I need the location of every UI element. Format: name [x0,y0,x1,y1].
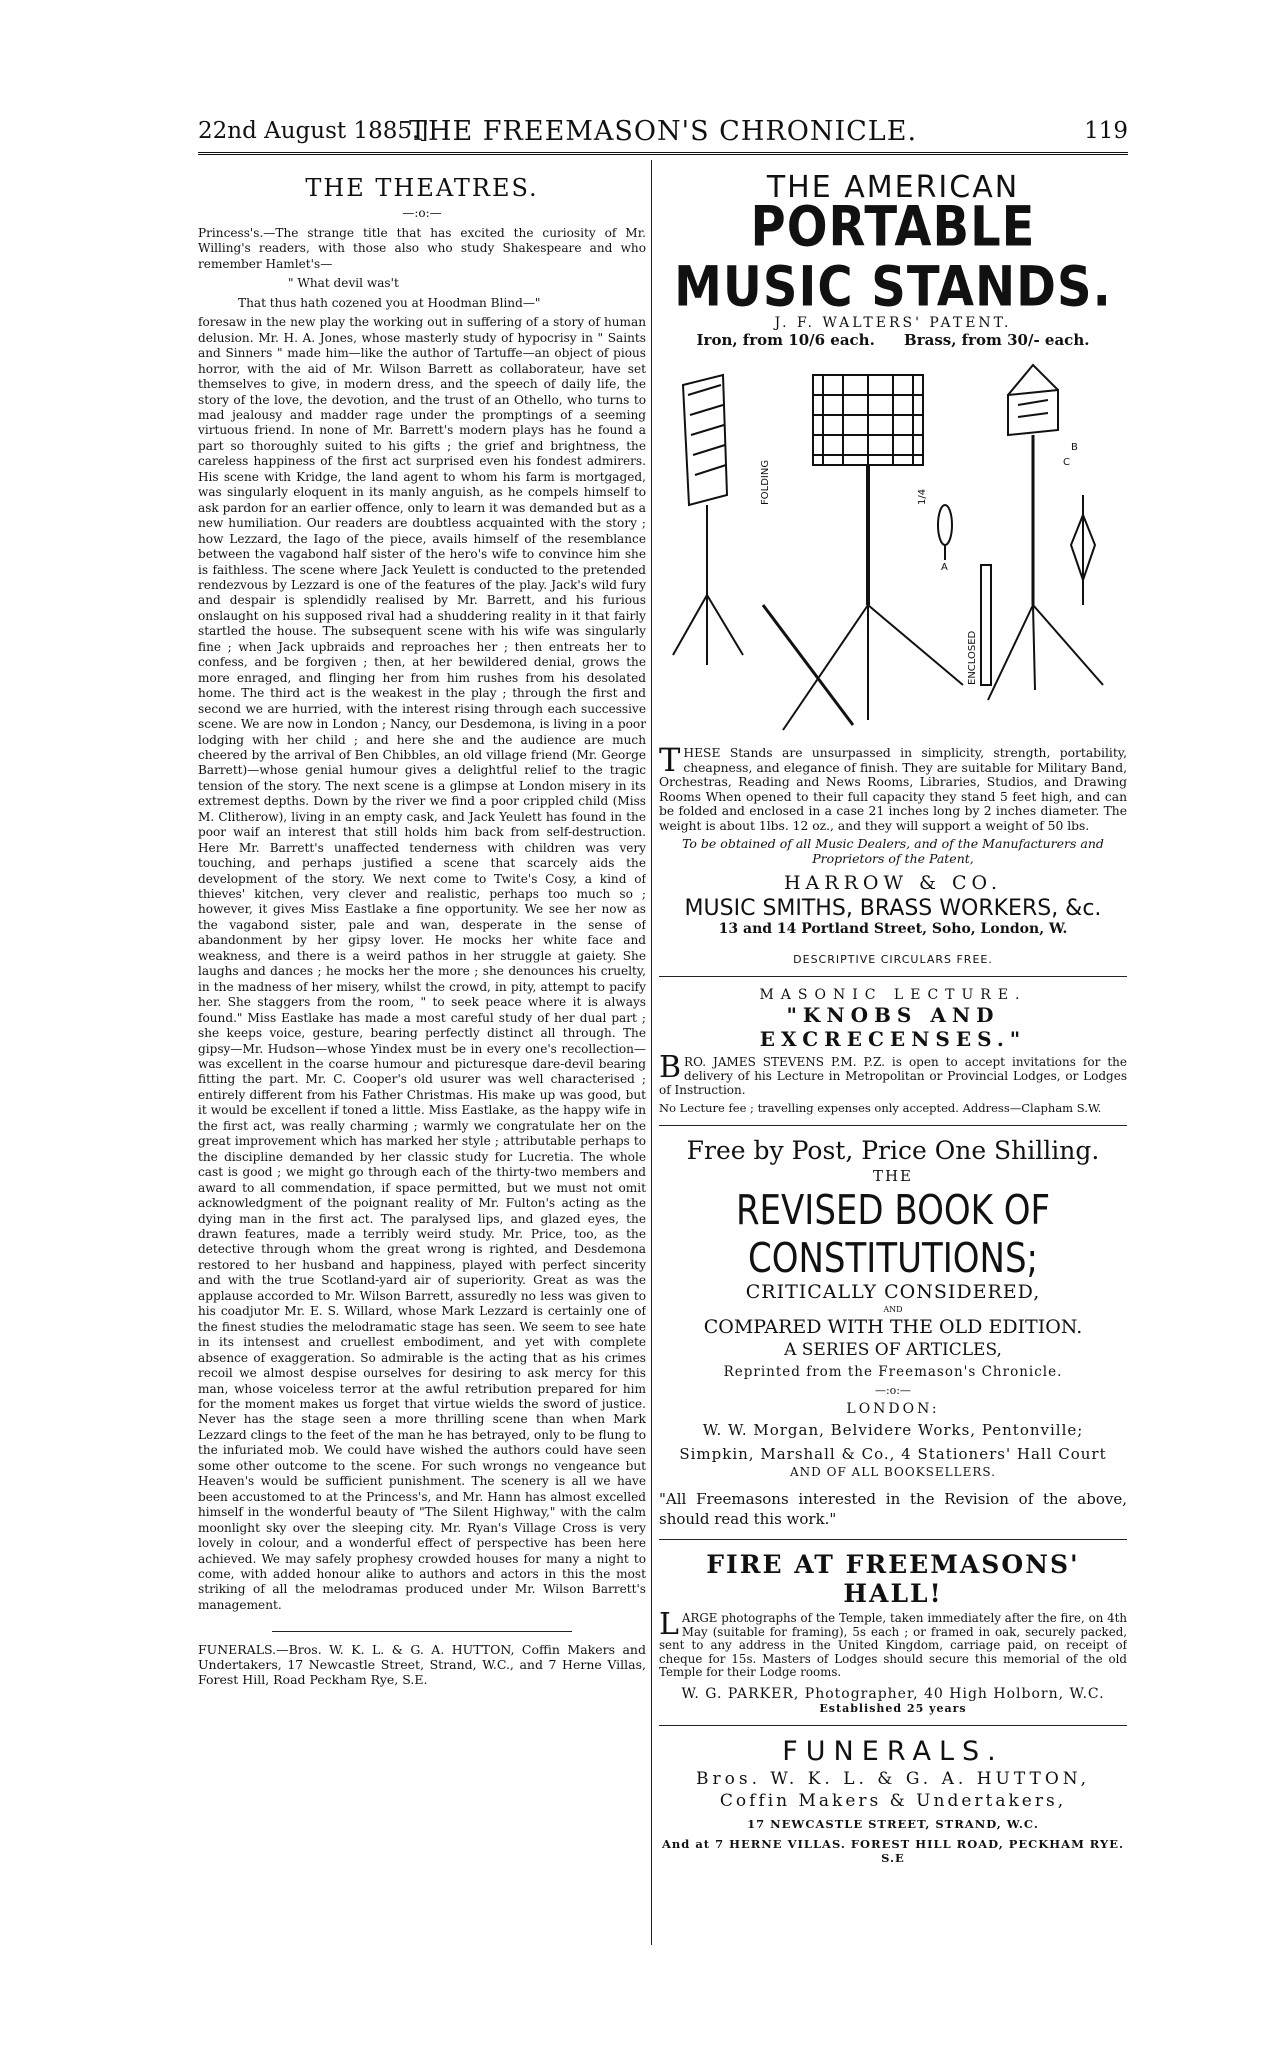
revised-book-reprinted: Reprinted from the Freemason's Chronicle. [723,1364,1063,1380]
label-a: A [941,562,948,573]
label-quarter: 1/4 [917,488,928,505]
funerals-title: FUNERALS. [782,1735,1004,1767]
footer-rule [272,1631,572,1632]
right-column [659,166,1127,1946]
newspaper-title: THE FREEMASON'S CHRONICLE. [408,116,918,147]
theatres-heading: THE THEATRES. [305,174,539,202]
revised-book-and: AND [883,1305,903,1314]
circulars-note: DESCRIPTIVE CIRCULARS FREE. [793,953,993,966]
ad-rule [659,1125,1127,1126]
revised-book-price: Free by Post, Price One Shilling. [686,1136,1100,1165]
masonic-lecture-body: RO. JAMES STEVENS P.M. P.Z. is open to accept invitations for the delivery of his Lecture in Metropolitan or Provincial Lodges, or Lodges of Instruction. [659,1055,1127,1097]
theatres-intro: Princess's.—The strange title that has excited the curiosity of Mr. Willing's readers, with those also who study Shakespeare and who remember Hamlet's— [198,226,646,271]
price-iron: Iron, from 10/6 each. [696,331,875,349]
ad-rule [659,1539,1127,1540]
right-stand-drawing [988,365,1103,700]
harrow-firm-trade: MUSIC SMITHS, BRASS WORKERS, &c. [684,896,1102,921]
label-c: C [1063,457,1070,468]
revised-book-publisher2: Simpkin, Marshall & Co., 4 Stationers' Hall Court [679,1445,1107,1463]
fire-title: FIRE AT FREEMASONS' HALL! [706,1550,1080,1608]
funerals-footer-note: FUNERALS.—Bros. W. K. L. & G. A. HUTTON, Coffin Makers and Undertakers, 17 Newcastle Street, Strand, W.C., and 7 Herne Villas, Forest Hill, Road Peckham Rye, S.E. [198,1642,646,1688]
revised-book-publisher3: AND OF ALL BOOKSELLERS. [790,1465,996,1479]
label-b: B [1071,442,1078,453]
fire-ad [659,1550,1127,1715]
music-stands-prices [659,331,1127,349]
music-stands-description [659,741,1127,833]
music-stands-illustration [663,355,1123,740]
revised-book-separator: —:o:— [874,1384,912,1397]
funerals-bros: Bros. W. K. L. & G. A. HUTTON, [696,1768,1090,1789]
revised-book-line1: CRITICALLY CONSIDERED, [745,1281,1041,1303]
fire-photographer: W. G. PARKER, Photographer, 40 High Holborn, W.C. [681,1685,1105,1702]
funerals-address1: 17 NEWCASTLE STREET, STRAND, W.C. [747,1816,1039,1831]
open-stand-drawing [763,375,963,730]
revised-book-quote: "All Freemasons interested in the Revision of the above, should read this work." [659,1490,1127,1528]
page-number: 119 [1084,118,1128,144]
left-column [198,166,646,1936]
masonic-lecture-ad [659,987,1127,1115]
ad-rule [659,976,1127,977]
revised-book-line2: COMPARED WITH THE OLD EDITION. [703,1316,1083,1338]
music-stands-obtain: To be obtained of all Music Dealers, and of the Manufacturers and Proprietors of the Patent, [682,836,1104,866]
drop-cap-l: L [659,1607,679,1642]
theatres-quote-line2: That thus hath cozened you at Hoodman Blind—" [238,295,541,310]
ad-rule [659,1725,1127,1726]
music-stands-ad [659,170,1127,966]
masonic-lecture-title: MASONIC LECTURE. [759,987,1027,1003]
fire-body: ARGE photographs of the Temple, taken immediately after the fire, on 4th May (suitable for framing), 5s each ; or framed in oak, securely packed, sent to any address in the United Kingdom, carriage paid, on receipt of cheque for 15s. Masters of Lodges should secure this memorial of the old Temple for their Lodge rooms. [659,1611,1127,1679]
funerals-trade: Coffin Makers & Undertakers, [719,1790,1067,1811]
music-stands-headline: PORTABLE MUSIC STANDS. [674,194,1112,320]
theatres-body: foresaw in the new play the working out in suffering of a story of human delusion. Mr. H. A. Jones, whose masterly study of hypocrisy in " Saints and Sinners " made him—like the author of Tartuffe—an object of pious horror, with the aid of Mr. Wilson Barrett as collaborateur, have set themselves to give, in modern dress, and the speech of daily life, the story of the love, the devotion, and the trust of an Othello, who turns to mad jealousy and madder rage under the promptings of a seeming virtuous friend. In none of Mr. Barrett's modern plays has he found a part so thoroughly suited to his gifts ; the grief and brightness, the careless happiness of the first act surprised even his fondest admirers. His scene with Kridge, the land agent to whom his farm is mortgaged, was singularly eloquent in its manly anguish, as he compels himself to ask pardon for an earlier offence, only to learn it was demanded but as a new humiliation. Our readers are doubtless acquainted with the story ; how Lezzard, the Iago of the piece, avails himself of the resemblance between the vagabond half sister of the hero's wife to convince him she is faithless. The scene where Jack Yeulett is conducted to the pretended rendezvous by Lezzard is one of the features of the play. Jack's wild fury and despair is splendidly realised by Mr. Barrett, and his furious onslaught on his supposed rival had a shuddering reality in it that fairly startled the house. The subsequent scene with his wife was singularly fine ; when Jack upbraids and reproaches her ; then entreats her to confess, and be forgiven ; then, at her bewildered denial, grows the more enraged, and flinging her from him rushes from his desolated home. The third act is the weakest in the play ; through the first and second we are hurried, with the interest rising through each successive scene. We are now in London ; Nancy, our Desdemona, is living in a poor lodging with her child ; and here she and the audience are much cheered by the arrival of Ben Chibbles, an old village friend (Mr. George Barrett)—whose genial humour gives a delightful relief to the tragic tension of the story. The next scene is a glimpse at London misery in its extremest depths. Down by the river we find a poor crippled child (Miss M. Clitherow), living in an empty cask, and Jack Yeulett has found in the poor waif an interest that still holds him back from self-destruction. Here Mr. Barrett's unaffected tenderness with children was very touching, and perhaps justified a scene that scarcely aids the development of the story. We next come to Twite's Cosy, a kind of thieves' kitchen, very clever and realistic, perhaps too much so ; however, it gives Miss Eastlake a fine opportunity. We see her now as the vagabond sister, pale and wan, desperate in the sense of abandonment by her gipsy lover. He mocks her white face and weakness, and there is a weird pathos in her struggle at gaiety. She laughs and dances ; he mocks her the more ; she denounces his cruelty, in the madness of her misery, whilst the crowd, in pity, attempt to pacify her. She staggers from the room, " to seek peace where it is always found." Miss Eastlake has made a most careful study of her dual part ; she keeps voice, gesture, bearing perfectly distinct all through. The gipsy—Mr. Hudson—whose Yindex must be in every one's recollection—was excellent in the coarse humour and picturesque dare-devil bearing fitting the part. Mr. C. Cooper's old usurer was well characterised ; entirely different from his Father Christmas. His make up was good, but it would be excellent if toned a little. Miss Eastlake, as the happy wife in the first act, was really charming ; warmly we congratulate her on the great improvement which has marked her style ; attributable perhaps to the discipline demanded by her classic study for Lucretia. The whole cast is good ; we might go through each of the thirty-two members and award to all commendation, if space permitted, but we must not omit acknowledgment of the poignant reality of Mr. Fulton's acting as the dying man in the first act. The paralysed lips, and glazed eyes, the drawn features, made a terribly weird study. Mr. Price, too, as the detective through whom the great wrong is righted, and Desdemona restored to her husband and happiness, played with perfect sincerity and with the true Scotland-yard air of superiority. Great as was the applause accorded to Mr. Wilson Barrett, assuredly no less was given to his coadjutor Mr. E. S. Willard, whose Mark Lezzard is certainly one of the finest studies the melodramatic stage has seen. We seem to see hate in its intensest and cruellest embodiment, and yet with complete absence of exaggeration. So admirable is the acting that as his crimes recoil we almost despise ourselves for desiring to ask mercy for this man, whose voiceless terror at the awful retribution prepared for him for the moment makes us forget that virtue wields the sword of justice. Never has the stage seen a more thrilling scene than when Mark Lezzard clings to the feet of the man he has betrayed, only to be flung to the infuriated mob. We could have wished the authors could have seen some other outcome to the scene. For such wrongs no vengeance but Heaven's would be sufficient punishment. The scenery is all we have been accustomed to at the Princess's, and Mr. Hann has almost excelled himself in the wonderful beauty of "The Silent Highway," with the calm moonlight sky over the sleeping city. Mr. Ryan's Village Cross is very lovely in colour, and a wonderful effect of perspective has been here achieved. We may safely prophesy crowded houses for many a night to come, with added honour alike to authors and actors in this the most striking of all the melodramas produced under Mr. Wilson Barrett's management. [198,315,646,1612]
fire-established: Established 25 years [819,1701,967,1715]
harrow-address: 13 and 14 Portland Street, Soho, London, W. [718,921,1068,937]
folded-stand-drawing [673,375,743,665]
harrow-firm-name: HARROW & CO. [783,872,1003,894]
revised-book-the: THE [872,1167,914,1185]
music-stands-heading: THE AMERICAN [766,170,1020,205]
masonic-lecture-fee: No Lecture fee ; travelling expenses only accepted. Address—Clapham S.W. [659,1101,1102,1115]
masonic-lecture-text [659,1050,1127,1097]
issue-date: 22nd August 1885.] [198,118,429,144]
label-enclosed: ENCLOSED [967,630,978,685]
music-stands-patent: J. F. WALTERS' PATENT. [774,315,1012,331]
theatres-quote-line1: " What devil was't [288,276,399,291]
drop-cap-t: T [659,741,681,779]
fire-text [659,1607,1127,1680]
funerals-address2: And at 7 HERNE VILLAS. FOREST HILL ROAD, PECKHAM RYE. S.E [662,1836,1124,1865]
masonic-lecture-subtitle: "KNOBS AND EXCRECENSES." [759,1003,1027,1051]
label-folding: FOLDING [760,459,771,505]
price-brass: Brass, from 30/- each. [904,331,1090,349]
stand-detail-drawing [938,505,952,560]
revised-book-publisher1: W. W. Morgan, Belvidere Works, Pentonville; [702,1421,1084,1439]
enclosed-case-drawing [981,565,991,685]
funerals-ad [659,1736,1127,1865]
masthead [198,112,1128,155]
revised-book-line3: A SERIES OF ARTICLES, [784,1340,1002,1360]
revised-book-ad [659,1136,1127,1529]
revised-book-title: REVISED BOOK OF CONSTITUTIONS; [735,1187,1051,1283]
revised-book-london: LONDON: [846,1401,940,1417]
theatres-article [198,226,646,1613]
theatres-separator: —:o:— [402,206,442,220]
drop-cap-b: B [659,1050,682,1085]
music-stands-description-text: HESE Stands are unsurpassed in simplicity, strength, portability, cheapness, and elegance of finish. They are suitable for Military Band, Orchestras, Reading and News Rooms, Libraries, Studios, and Drawing Rooms When opened to their full capacity they stand 5 feet high, and can be folded and enclosed in a case 21 inches long by 2 inches diameter. The weight is about 1lbs. 12 oz., and they will support a weight of 50 lbs. [659,746,1127,833]
column-divider [651,160,652,1945]
